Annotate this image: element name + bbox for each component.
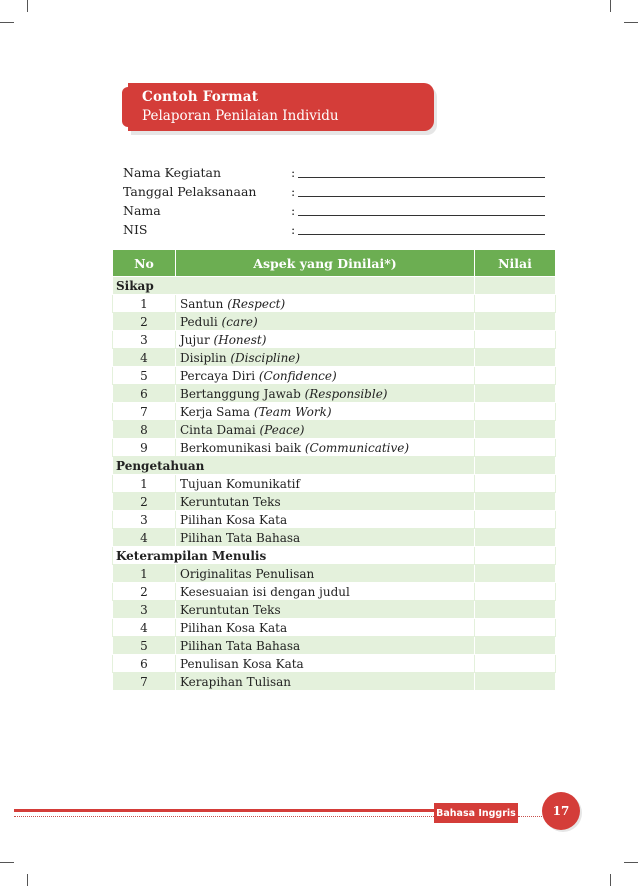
table-row bbox=[113, 583, 556, 601]
aspect-cell bbox=[176, 565, 475, 583]
table-row bbox=[113, 403, 556, 421]
aspect-english: (Respect) bbox=[227, 296, 286, 311]
aspect-english: (Communicative) bbox=[304, 440, 410, 455]
nilai-cell[interactable] bbox=[475, 313, 556, 331]
aspect-cell bbox=[176, 637, 475, 655]
aspect-cell bbox=[176, 601, 475, 619]
row-number: 2 bbox=[113, 313, 176, 331]
aspect-cell bbox=[176, 673, 475, 691]
info-label: NIS bbox=[123, 222, 148, 237]
table-row bbox=[113, 367, 556, 385]
aspect-text: Kerja Sama bbox=[180, 404, 254, 419]
aspect-cell bbox=[176, 493, 475, 511]
section-name: Pengetahuan bbox=[113, 457, 475, 475]
table-row bbox=[113, 385, 556, 403]
header-aspek: Aspek yang Dinilai*) bbox=[176, 250, 475, 277]
table-row bbox=[113, 349, 556, 367]
footer-rule bbox=[14, 809, 434, 812]
aspect-cell bbox=[176, 583, 475, 601]
row-number: 1 bbox=[113, 565, 176, 583]
aspect-text: Penulisan Kosa Kata bbox=[180, 656, 304, 671]
section-title-box bbox=[128, 83, 434, 131]
row-number: 5 bbox=[113, 367, 176, 385]
aspect-text: Pilihan Tata Bahasa bbox=[180, 530, 301, 545]
aspect-cell bbox=[176, 421, 475, 439]
table-row bbox=[113, 511, 556, 529]
nilai-cell[interactable] bbox=[475, 331, 556, 349]
aspect-cell bbox=[176, 475, 475, 493]
nilai-cell[interactable] bbox=[475, 619, 556, 637]
aspect-cell bbox=[176, 313, 475, 331]
row-number: 3 bbox=[113, 601, 176, 619]
table-row bbox=[113, 565, 556, 583]
info-label: Nama Kegiatan bbox=[123, 165, 222, 180]
nilai-cell[interactable] bbox=[475, 457, 556, 475]
aspect-english: (Discipline) bbox=[230, 350, 301, 365]
row-number: 7 bbox=[113, 403, 176, 421]
info-colon: : bbox=[291, 184, 296, 199]
table-row bbox=[113, 493, 556, 511]
aspect-cell bbox=[176, 439, 475, 457]
aspect-text: Tujuan Komunikatif bbox=[180, 476, 300, 491]
aspect-cell bbox=[176, 295, 475, 313]
info-fill-line[interactable] bbox=[298, 215, 545, 216]
table-row bbox=[113, 475, 556, 493]
row-number: 4 bbox=[113, 529, 176, 547]
row-number: 7 bbox=[113, 673, 176, 691]
row-number: 8 bbox=[113, 421, 176, 439]
crop-mark bbox=[624, 862, 638, 863]
crop-mark bbox=[0, 862, 14, 863]
nilai-cell[interactable] bbox=[475, 547, 556, 565]
row-number: 3 bbox=[113, 511, 176, 529]
aspect-english: (Responsible) bbox=[304, 386, 388, 401]
aspect-text: Keruntutan Teks bbox=[180, 494, 281, 509]
nilai-cell[interactable] bbox=[475, 403, 556, 421]
info-colon: : bbox=[291, 203, 296, 218]
nilai-cell[interactable] bbox=[475, 637, 556, 655]
table-row bbox=[113, 619, 556, 637]
header-nilai: Nilai bbox=[475, 250, 556, 277]
crop-mark bbox=[624, 22, 638, 23]
nilai-cell[interactable] bbox=[475, 583, 556, 601]
aspect-cell bbox=[176, 511, 475, 529]
nilai-cell[interactable] bbox=[475, 655, 556, 673]
aspect-cell bbox=[176, 529, 475, 547]
section-row bbox=[113, 457, 556, 475]
row-number: 4 bbox=[113, 619, 176, 637]
aspect-text: Kesesuaian isi dengan judul bbox=[180, 584, 350, 599]
info-colon: : bbox=[291, 222, 296, 237]
aspect-text: Kerapihan Tulisan bbox=[180, 674, 292, 689]
aspect-cell bbox=[176, 403, 475, 421]
row-number: 2 bbox=[113, 493, 176, 511]
nilai-cell[interactable] bbox=[475, 493, 556, 511]
row-number: 6 bbox=[113, 385, 176, 403]
crop-mark bbox=[0, 22, 14, 23]
info-fill-line[interactable] bbox=[298, 177, 545, 178]
table-row bbox=[113, 439, 556, 457]
aspect-cell bbox=[176, 331, 475, 349]
nilai-cell[interactable] bbox=[475, 475, 556, 493]
aspect-text: Santun bbox=[180, 296, 228, 311]
footer-dotted-rule bbox=[518, 816, 542, 817]
title-line-2: Pelaporan Penilaian Individu bbox=[142, 108, 339, 124]
row-number: 3 bbox=[113, 331, 176, 349]
aspect-text: Jujur bbox=[180, 332, 214, 347]
aspect-cell bbox=[176, 655, 475, 673]
aspect-cell bbox=[176, 385, 475, 403]
info-fill-line[interactable] bbox=[298, 234, 545, 235]
section-row bbox=[113, 547, 556, 565]
aspect-text: Keruntutan Teks bbox=[180, 602, 281, 617]
table-row bbox=[113, 655, 556, 673]
row-number: 6 bbox=[113, 655, 176, 673]
nilai-cell[interactable] bbox=[475, 565, 556, 583]
row-number: 1 bbox=[113, 295, 176, 313]
section-row bbox=[113, 277, 556, 295]
nilai-cell[interactable] bbox=[475, 295, 556, 313]
info-label: Nama bbox=[123, 203, 161, 218]
info-label: Tanggal Pelaksanaan bbox=[123, 184, 257, 199]
section-name: Keterampilan Menulis bbox=[113, 547, 475, 565]
aspect-text: Bertanggung Jawab bbox=[180, 386, 305, 401]
title-box-tab bbox=[122, 87, 130, 127]
crop-mark bbox=[610, 0, 611, 12]
header-no: No bbox=[113, 250, 176, 277]
page-number: 17 bbox=[542, 792, 580, 830]
aspect-text: Pilihan Tata Bahasa bbox=[180, 638, 301, 653]
aspect-text: Percaya Diri bbox=[180, 368, 259, 383]
row-number: 4 bbox=[113, 349, 176, 367]
table-row bbox=[113, 331, 556, 349]
nilai-cell[interactable] bbox=[475, 529, 556, 547]
info-colon: : bbox=[291, 165, 296, 180]
aspect-english: (Peace) bbox=[259, 422, 305, 437]
row-number: 2 bbox=[113, 583, 176, 601]
aspect-english: (Honest) bbox=[213, 332, 267, 347]
aspect-text: Pilihan Kosa Kata bbox=[180, 512, 288, 527]
aspect-text: Cinta Damai bbox=[180, 422, 260, 437]
crop-mark bbox=[27, 0, 28, 12]
assessment-table bbox=[112, 249, 556, 691]
crop-mark bbox=[610, 874, 611, 886]
table-row bbox=[113, 313, 556, 331]
title-line-1: Contoh Format bbox=[142, 89, 259, 105]
nilai-cell[interactable] bbox=[475, 385, 556, 403]
table-header-row bbox=[113, 250, 556, 277]
crop-mark bbox=[27, 874, 28, 886]
nilai-cell[interactable] bbox=[475, 421, 556, 439]
info-fill-line[interactable] bbox=[298, 196, 545, 197]
aspect-text: Disiplin bbox=[180, 350, 231, 365]
nilai-cell[interactable] bbox=[475, 439, 556, 457]
footer-book-title: Bahasa Inggris bbox=[434, 803, 518, 823]
footer-dotted-rule bbox=[14, 816, 434, 817]
aspect-text: Peduli bbox=[180, 314, 222, 329]
table-row bbox=[113, 529, 556, 547]
row-number: 5 bbox=[113, 637, 176, 655]
table-row bbox=[113, 601, 556, 619]
aspect-cell bbox=[176, 349, 475, 367]
aspect-cell bbox=[176, 367, 475, 385]
nilai-cell[interactable] bbox=[475, 601, 556, 619]
aspect-cell bbox=[176, 619, 475, 637]
nilai-cell[interactable] bbox=[475, 673, 556, 691]
table-row bbox=[113, 295, 556, 313]
table-row bbox=[113, 421, 556, 439]
nilai-cell[interactable] bbox=[475, 277, 556, 295]
nilai-cell[interactable] bbox=[475, 511, 556, 529]
aspect-text: Pilihan Kosa Kata bbox=[180, 620, 288, 635]
aspect-english: (Team Work) bbox=[253, 404, 332, 419]
table-row bbox=[113, 637, 556, 655]
row-number: 9 bbox=[113, 439, 176, 457]
section-name: Sikap bbox=[113, 277, 475, 295]
aspect-text: Originalitas Penulisan bbox=[180, 566, 315, 581]
aspect-english: (care) bbox=[221, 314, 258, 329]
aspect-text: Berkomunikasi baik bbox=[180, 440, 305, 455]
row-number: 1 bbox=[113, 475, 176, 493]
nilai-cell[interactable] bbox=[475, 349, 556, 367]
aspect-english: (Confidence) bbox=[258, 368, 337, 383]
nilai-cell[interactable] bbox=[475, 367, 556, 385]
table-row bbox=[113, 673, 556, 691]
